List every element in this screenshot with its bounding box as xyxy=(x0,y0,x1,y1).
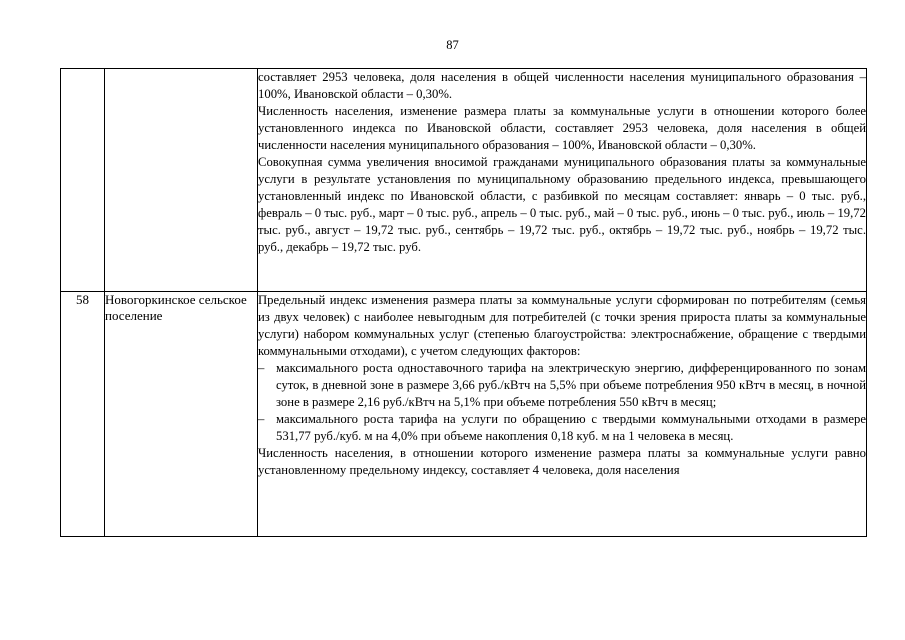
bullet-text: максимального роста одноставочного тарифа на электрическую энергию, дифференцированного по зонам суток, в дневной зоне в размере 3,66 руб./кВтч на 5,5% при объеме потребления 950 кВтч в месяц, в ночной зоне в размере 2,16 руб./кВтч на 5,1% при объеме потребления 550 кВтч в месяц; xyxy=(276,361,866,409)
paragraph: Численность населения, изменение размера платы за коммунальные услуги в отношении которого более установленного индекса по Ивановской области, составляет 2953 человека, доля населения в общей численности населения муниципального образования – 100%, Ивановской области – 0,30%. xyxy=(258,104,866,152)
row-number-cell: 58 xyxy=(61,292,105,537)
dash-marker: – xyxy=(258,361,265,375)
page-number: 87 xyxy=(446,38,459,52)
document-table xyxy=(60,68,867,537)
bullet-item xyxy=(258,411,866,445)
municipality-name-cell: Новогоркинское сельское поселение xyxy=(105,292,258,537)
paragraph-intro: Предельный индекс изменения размера платы за коммунальные услуги сформирован по потребителям (семья из двух человек) с наиболее невыгодным для потребителей (с точки зрения прироста платы за коммунальные услуги) набором коммунальных услуг (степенью благоустройства: электроснабжение, обращение с твердыми коммунальными отходами), с учетом следующих факторов: xyxy=(258,293,866,358)
municipality-name-cell xyxy=(105,69,258,292)
description-cell xyxy=(258,69,867,292)
dash-marker: – xyxy=(258,412,265,426)
table-row xyxy=(61,69,867,292)
paragraph: составляет 2953 человека, доля населения в общей численности населения муниципального образования – 100%, Ивановской области – 0,30%. xyxy=(258,70,866,101)
table-row xyxy=(61,292,867,537)
bullet-text: максимального роста тарифа на услуги по обращению с твердыми коммунальными отходами в размере 531,77 руб./куб. м на 4,0% при объеме накопления 0,18 куб. м на 1 человека в месяц. xyxy=(276,412,866,443)
paragraph: Совокупная сумма увеличения вносимой гражданами муниципального образования платы за коммунальные услуги в результате установления по муниципальному образованию предельного индекса, превышающего установленный индекс по Ивановской области, с разбивкой по месяцам составляет: январь – 0 тыс. руб., февраль – 0 тыс. руб., март – 0 тыс. руб., апрель – 0 тыс. руб., май – 0 тыс. руб., июнь – 0 тыс. руб., июль – 19,72 тыс. руб., август – 19,72 тыс. руб., сентябрь – 19,72 тыс. руб., октябрь – 19,72 тыс. руб., ноябрь – 19,72 тыс. руб., декабрь – 19,72 тыс. руб. xyxy=(258,155,866,254)
paragraph-closing: Численность населения, в отношении которого изменение размера платы за коммунальные услуги равно установленному предельному индексу, составляет 4 человека, доля населения xyxy=(258,446,866,477)
description-cell xyxy=(258,292,867,537)
row-number-cell xyxy=(61,69,105,292)
bullet-item xyxy=(258,360,866,411)
